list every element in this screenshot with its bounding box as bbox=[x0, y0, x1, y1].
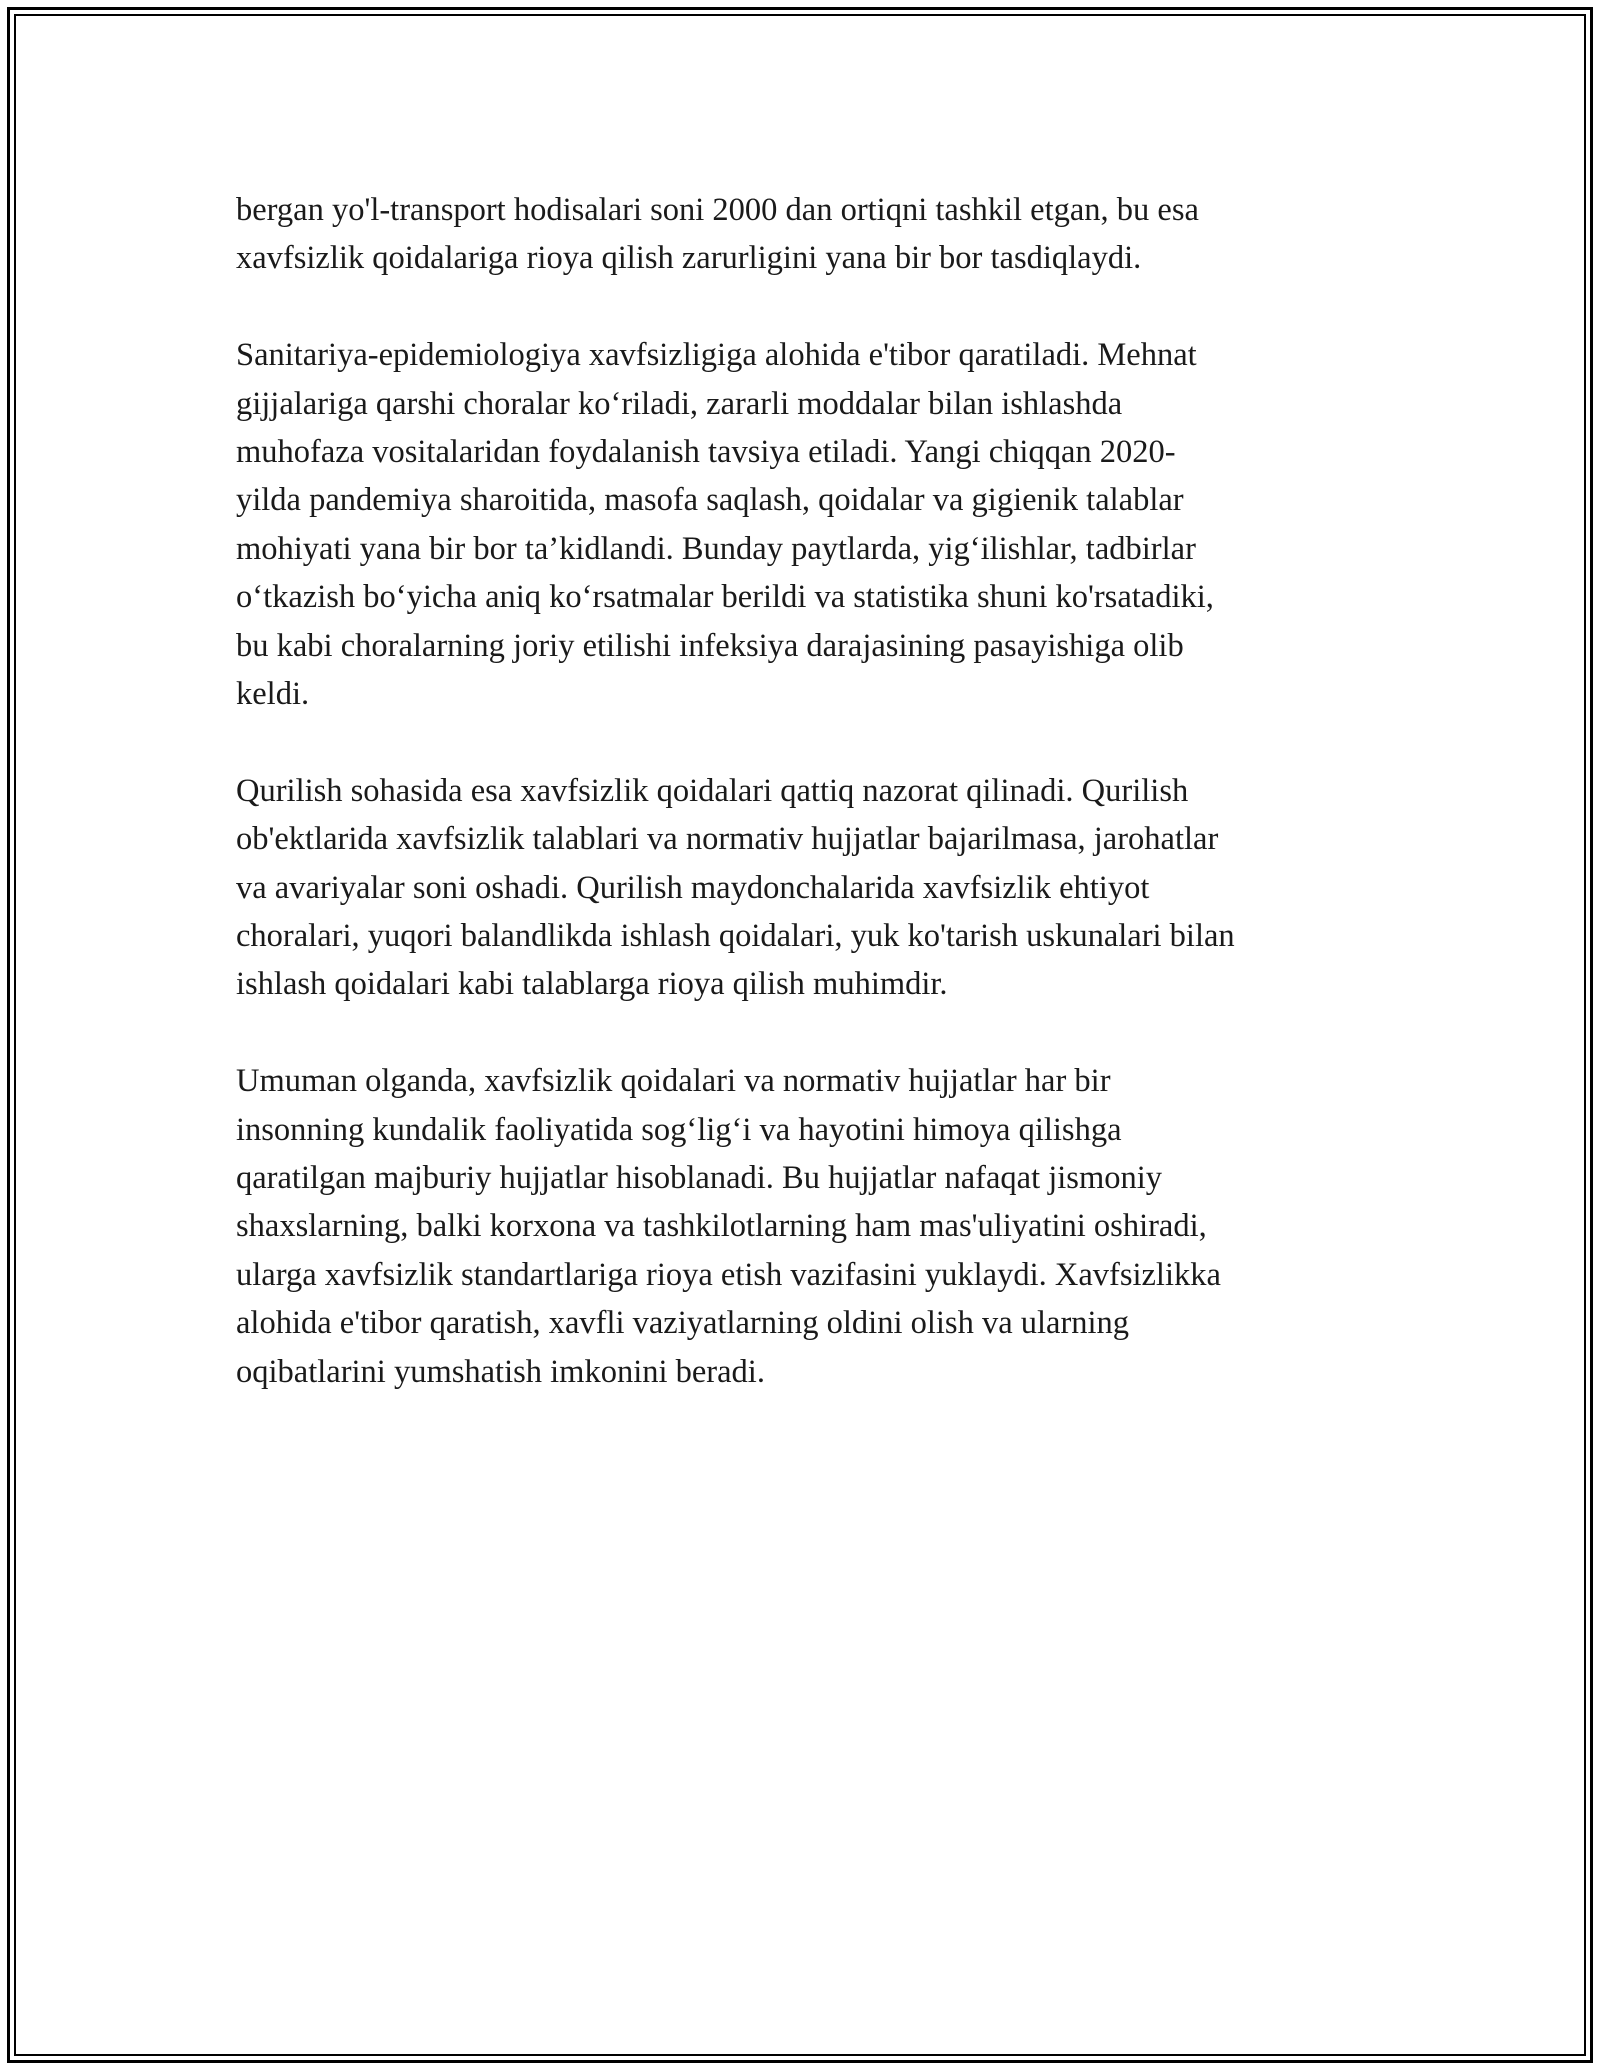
text-line: insonning kundalik faoliyatida sog‘lig‘i va hayotini himoya qilishga bbox=[236, 1111, 1122, 1148]
text-line: ishlash qoidalari kabi talablarga rioya qilish muhimdir. bbox=[236, 966, 948, 1003]
text-line: ob'ektlarida xavfsizlik talablari va normativ hujjatlar bajarilmasa, jarohatlar bbox=[236, 821, 1219, 858]
text-line: Sanitariya-epidemiologiya xavfsizligiga alohida e'tibor qaratiladi. Mehnat bbox=[236, 337, 1197, 374]
text-line: Umuman olganda, xavfsizlik qoidalari va normativ hujjatlar har bir bbox=[236, 1063, 1111, 1100]
text-line: muhofaza vositalaridan foydalanish tavsiya etiladi. Yangi chiqqan 2020- bbox=[236, 434, 1176, 471]
text-line: shaxslarning, balki korxona va tashkilotlarning ham mas'uliyatini oshiradi, bbox=[236, 1208, 1207, 1245]
text-line: oqibatlarini yumshatish imkonini beradi. bbox=[236, 1353, 765, 1390]
text-line: ularga xavfsizlik standartlariga rioya etish vazifasini yuklaydi. Xavfsizlikka bbox=[236, 1256, 1221, 1293]
text-line: alohida e'tibor qaratish, xavfli vaziyatlarning oldini olish va ularning bbox=[236, 1305, 1130, 1342]
paragraph-sanitary-safety bbox=[236, 331, 1376, 718]
text-line: mohiyati yana bir bor ta’kidlandi. Bunday paytlarda, yig‘ilishlar, tadbirlar bbox=[236, 530, 1196, 567]
text-line: qaratilgan majburiy hujjatlar hisoblanadi. Bu hujjatlar nafaqat jismoniy bbox=[236, 1160, 1163, 1197]
document-body bbox=[236, 186, 1376, 1445]
text-line: va avariyalar soni oshadi. Qurilish maydonchalarida xavfsizlik ehtiyot bbox=[236, 869, 1150, 906]
text-line: choralari, yuqori balandlikda ishlash qoidalari, yuk ko'tarish uskunalari bilan bbox=[236, 918, 1235, 955]
text-line: keldi. bbox=[236, 676, 310, 713]
paragraph-road-accidents bbox=[236, 186, 1376, 283]
text-line: Qurilish sohasida esa xavfsizlik qoidalari qattiq nazorat qilinadi. Qurilish bbox=[236, 772, 1189, 809]
text-line: gijjalariga qarshi choralar ko‘riladi, zararli moddalar bilan ishlashda bbox=[236, 385, 1123, 422]
text-line: bergan yo'l-transport hodisalari soni 2000 dan ortiqni tashkil etgan, bu esa bbox=[236, 192, 1199, 228]
paragraph-conclusion bbox=[236, 1057, 1376, 1396]
text-line: yilda pandemiya sharoitida, masofa saqlash, qoidalar va gigienik talablar bbox=[236, 482, 1184, 519]
paragraph-construction-safety bbox=[236, 767, 1376, 1009]
text-line: bu kabi choralarning joriy etilishi infeksiya darajasining pasayishiga olib bbox=[236, 627, 1184, 664]
text-line: o‘tkazish bo‘yicha aniq ko‘rsatmalar berildi va statistika shuni ko'rsatadiki, bbox=[236, 579, 1214, 616]
text-line: xavfsizlik qoidalariga rioya qilish zarurligini yana bir bor tasdiqlaydi. bbox=[236, 240, 1142, 277]
